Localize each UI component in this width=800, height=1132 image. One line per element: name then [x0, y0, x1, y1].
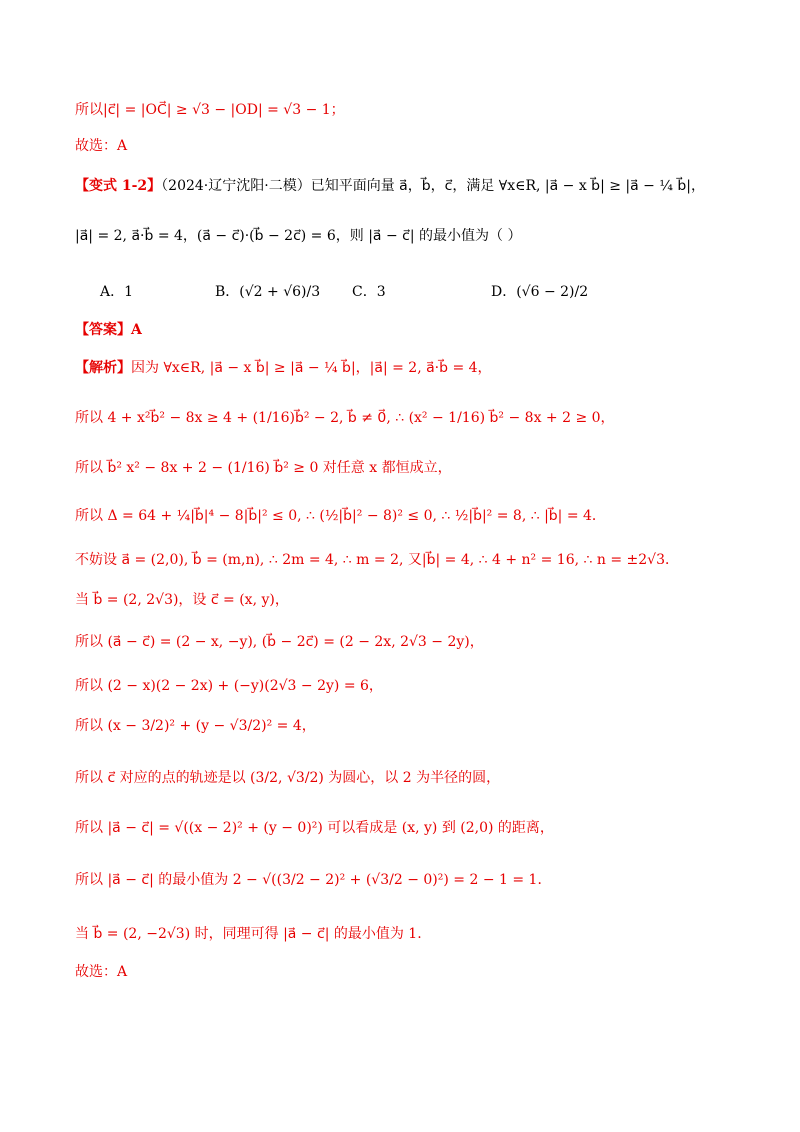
problem-line-1 — [75, 176, 740, 196]
answer-line: 【答案】A — [75, 322, 142, 338]
analysis-line-8: 所以 (2 − x)(2 − 2x) + (−y)(2√3 − 2y) = 6， — [75, 678, 383, 694]
problem-text-1: （2024·辽宁沈阳·二模）已知平面向量 a⃗，b⃗，c⃗，满足 ∀x∈R, |a⃗ − x b⃗| ≥ |a⃗ − ¼ b⃗|， — [161, 178, 705, 194]
analysis-tag: 【解析】 — [75, 360, 131, 376]
analysis-text-1: 因为 ∀x∈R, |a⃗ − x b⃗| ≥ |a⃗ − ¼ b⃗|，|a⃗| = 2, a⃗·b⃗ = 4， — [131, 360, 492, 376]
analysis-choice-line: 故选：A — [75, 964, 128, 980]
option-b: B．(√2 + √6)/3 — [215, 284, 321, 300]
problem-line-2: |a⃗| = 2, a⃗·b⃗ = 4，(a⃗ − c⃗)·(b⃗ − 2c⃗) = 6，则 |a⃗ − c⃗| 的最小值为（ ） — [75, 228, 522, 244]
analysis-line-6: 当 b⃗ = (2, 2√3)，设 c⃗ = (x, y)， — [75, 592, 289, 608]
analysis-line-5: 不妨设 a⃗ = (2,0), b⃗ = (m,n), ∴ 2m = 4, ∴ m = 2, 又|b⃗| = 4, ∴ 4 + n² = 16, ∴ n = ±2√3． — [75, 552, 679, 568]
analysis-line-3: 所以 b⃗² x² − 8x + 2 − (1/16) b⃗² ≥ 0 对任意 x 都恒成立， — [75, 460, 452, 476]
analysis-line-9: 所以 (x − 3/2)² + (y − √3/2)² = 4， — [75, 718, 316, 734]
solution-line-1: 所以|c⃗| = |OC⃗| ≥ √3 − |OD| = √3 − 1； — [75, 102, 345, 118]
analysis-line-4: 所以 Δ = 64 + ¼|b⃗|⁴ − 8|b⃗|² ≤ 0, ∴ (½|b⃗|² − 8)² ≤ 0, ∴ ½|b⃗|² = 8, ∴ |b⃗| = 4． — [75, 508, 606, 524]
solution-choice-line: 故选：A — [75, 138, 128, 154]
analysis-line-11: 所以 |a⃗ − c⃗| = √((x − 2)² + (y − 0)²) 可以看成是 (x, y) 到 (2,0) 的距离， — [75, 820, 554, 836]
option-d: D．(√6 − 2)/2 — [491, 284, 589, 300]
analysis-line-12: 所以 |a⃗ − c⃗| 的最小值为 2 − √((3/2 − 2)² + (√3/2 − 0)²) = 2 − 1 = 1． — [75, 872, 552, 888]
analysis-line-1 — [75, 358, 740, 378]
option-c: C．3 — [352, 284, 386, 300]
analysis-line-7: 所以 (a⃗ − c⃗) = (2 − x, −y), (b⃗ − 2c⃗) = (2 − 2x, 2√3 − 2y)， — [75, 634, 484, 650]
analysis-line-2: 所以 4 + x²b⃗² − 8x ≥ 4 + (1/16)b⃗² − 2, b⃗ ≠ 0⃗, ∴ (x² − 1/16) b⃗² − 8x + 2 ≥ 0， — [75, 410, 615, 426]
option-a: A．1 — [100, 284, 134, 300]
variant-tag: 【变式 1-2】 — [75, 178, 162, 194]
analysis-line-13: 当 b⃗ = (2, −2√3) 时，同理可得 |a⃗ − c⃗| 的最小值为 1. — [75, 926, 422, 942]
analysis-line-10: 所以 c⃗ 对应的点的轨迹是以 (3/2, √3/2) 为圆心，以 2 为半径的圆， — [75, 770, 501, 786]
